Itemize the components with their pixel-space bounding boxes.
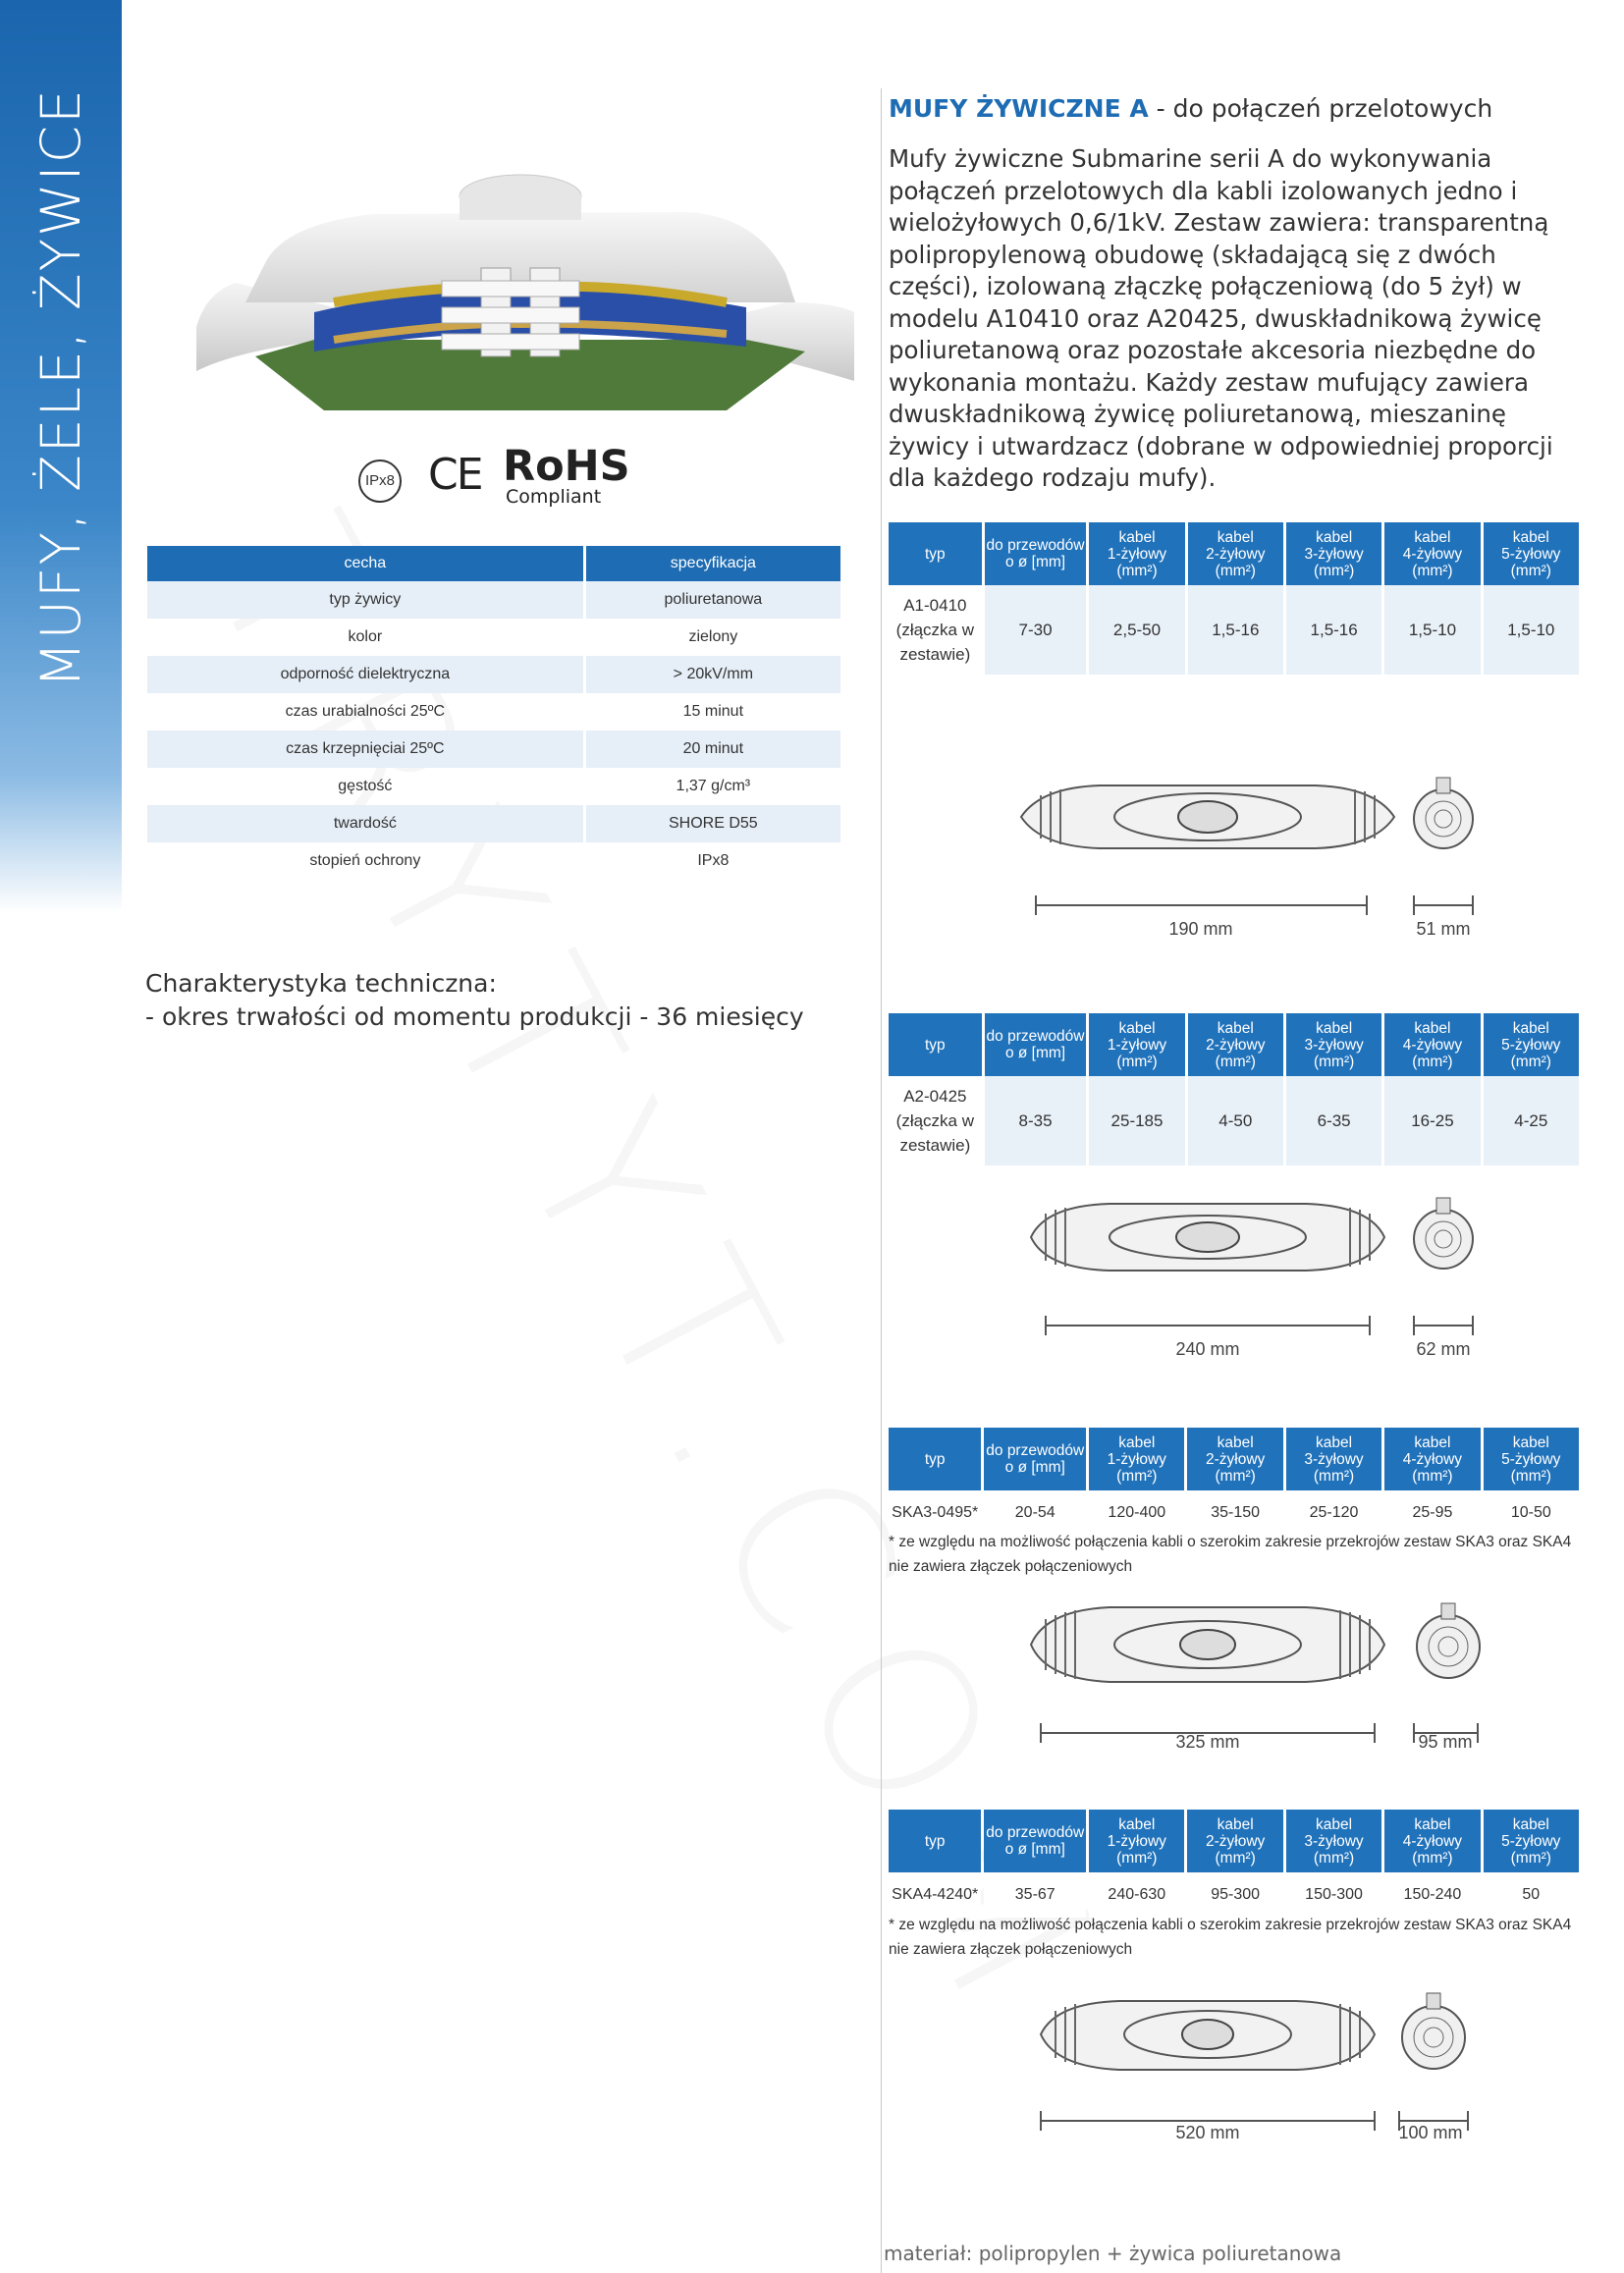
header-kabel-2: kabel 2-żyłowy (mm²)	[1187, 1428, 1282, 1490]
header-kabel-1: kabel 1-żyłowy (mm²)	[1089, 1810, 1184, 1872]
table-row	[147, 731, 840, 768]
header-diameter: do przewodów o ø [mm]	[984, 1428, 1086, 1490]
spec-value: SHORE D55	[584, 805, 840, 842]
cell-diameter: 8-35	[985, 1076, 1087, 1165]
spec-value: 1,37 g/cm³	[676, 778, 751, 794]
spec-feature: stopień ochrony	[147, 842, 584, 880]
dimension-length: 520 mm	[1175, 2123, 1240, 2142]
sidebar-band	[0, 0, 122, 913]
header-kabel-5: kabel 5-żyłowy (mm²)	[1484, 522, 1579, 585]
drawing-a2	[1001, 1178, 1492, 1365]
product-table-a2	[886, 1013, 1582, 1165]
characteristics	[145, 967, 804, 1034]
cell-kabel-4: 1,5-10	[1384, 585, 1480, 675]
cell-kabel-3: 1,5-16	[1286, 585, 1381, 675]
table-row	[147, 619, 840, 656]
rohs-compliant: Compliant	[506, 486, 602, 508]
spec-value: > 20kV/mm	[584, 656, 840, 693]
header-kabel-2: kabel 2-żyłowy (mm²)	[1188, 1013, 1283, 1076]
dimension-width: 62 mm	[1416, 1339, 1471, 1359]
spec-value: 20 minut	[584, 731, 840, 768]
footnote-line: nie zawiera złączek połączeniowych	[889, 1558, 1133, 1575]
footnote-line: nie zawiera złączek połączeniowych	[889, 1941, 1133, 1958]
table-row	[147, 842, 840, 880]
cell-kabel-4: 16-25	[1384, 1076, 1480, 1165]
cell-kabel-3: 25-120	[1286, 1490, 1381, 1536]
header-kabel-3: kabel 3-żyłowy (mm²)	[1286, 1810, 1381, 1872]
table-row	[147, 768, 840, 805]
header-kabel-4: kabel 4-żyłowy (mm²)	[1384, 522, 1480, 585]
cell-diameter: 20-54	[984, 1490, 1086, 1536]
spec-value: poliuretanowa	[584, 581, 840, 619]
spec-feature: czas urabialności 25ºC	[147, 693, 584, 731]
description: Mufy żywiczne Submarine serii A do wykonywania połączeń przelotowych dla kabli izolowanych jedno i wielożyłowych 0,6/1kV. Zestaw zawiera: transparentną polipropylenową obudowę (składającą się z dwóch części), izolowaną złączkę połączeniową (do 5 żył) w modelu A10410 oraz A20425, dwuskładnikową żywicę poliuretanową oraz pozostałe akcesoria niezbędne do wykonania montażu. Każdy zestaw mufujący zawiera dwuskładnikową żywicę poliuretanową, mieszaninę żywicy i utwardzacz (dobrane w odpowiedniej proporcji dla każdego rodzaju mufy).	[889, 144, 1553, 492]
cell-kabel-2: 35-150	[1187, 1490, 1282, 1536]
header-typ: typ	[889, 1428, 981, 1490]
cell-diameter: 7-30	[985, 585, 1087, 675]
header-kabel-5: kabel 5-żyłowy (mm²)	[1484, 1810, 1579, 1872]
header-kabel-1: kabel 1-żyłowy (mm²)	[1089, 1428, 1184, 1490]
section-heading-bold: MUFY ŻYWICZNE A	[889, 94, 1149, 123]
cell-typ: A1-0410 (złączka w zestawie)	[889, 585, 982, 675]
cell-kabel-1: 240-630	[1089, 1872, 1184, 1918]
ipx8-badge: IPx8	[358, 460, 402, 503]
spec-feature: odporność dielektryczna	[147, 656, 584, 693]
dimension-width: 100 mm	[1398, 2123, 1463, 2142]
characteristics-title: Charakterystyka techniczna:	[145, 969, 497, 998]
header-kabel-4: kabel 4-żyłowy (mm²)	[1384, 1810, 1480, 1872]
cell-typ: SKA3-0495*	[889, 1490, 981, 1536]
sidebar-title: MUFY, ŻELE, ŻYWICE	[29, 87, 92, 688]
characteristics-line: - okres trwałości od momentu produkcji - 36 miesięcy	[145, 1002, 804, 1031]
cell-typ: A2-0425 (złączka w zestawie)	[889, 1076, 982, 1165]
ce-mark: CE	[428, 450, 482, 500]
header-kabel-5: kabel 5-żyłowy (mm²)	[1484, 1013, 1579, 1076]
table-row	[147, 693, 840, 731]
dimension-width: 95 mm	[1418, 1732, 1473, 1752]
footnote-line: * ze względu na możliwość połączenia kabli o szerokim zakresie przekrojów zestaw SKA3 oraz SKA4	[889, 1917, 1572, 1933]
header-kabel-5: kabel 5-żyłowy (mm²)	[1484, 1428, 1579, 1490]
cell-kabel-1: 2,5-50	[1089, 585, 1184, 675]
header-kabel-2: kabel 2-żyłowy (mm²)	[1187, 1810, 1282, 1872]
cell-kabel-1: 25-185	[1089, 1076, 1184, 1165]
cell-kabel-5: 50	[1484, 1872, 1579, 1918]
cell-kabel-2: 95-300	[1187, 1872, 1282, 1918]
cell-typ: SKA4-4240*	[889, 1872, 981, 1918]
cell-kabel-4: 25-95	[1384, 1490, 1480, 1536]
header-typ: typ	[889, 522, 982, 585]
drawing-a1	[1001, 748, 1492, 945]
spec-feature: twardość	[147, 805, 584, 842]
header-typ: typ	[889, 1013, 982, 1076]
cell-kabel-5: 10-50	[1484, 1490, 1579, 1536]
product-table-ska4	[886, 1810, 1582, 1918]
header-typ: typ	[889, 1810, 981, 1872]
spec-value: IPx8	[697, 852, 730, 869]
rohs-logo: RoHS	[503, 442, 630, 491]
cell-diameter: 35-67	[984, 1872, 1086, 1918]
material-note: materiał: polipropylen + żywica poliuretanowa	[884, 2242, 1342, 2265]
table-row	[889, 585, 1579, 675]
spec-feature: kolor	[147, 619, 584, 656]
column-divider	[881, 88, 882, 2273]
header-kabel-1: kabel 1-żyłowy (mm²)	[1089, 1013, 1184, 1076]
spec-value: zielony	[688, 628, 738, 645]
spec-header-value: specyfikacja	[584, 546, 840, 581]
cell-kabel-1: 120-400	[1089, 1490, 1184, 1536]
header-kabel-4: kabel 4-żyłowy (mm²)	[1384, 1013, 1480, 1076]
spec-header-feature: cecha	[147, 546, 584, 581]
cell-kabel-4: 150-240	[1384, 1872, 1480, 1918]
table-row	[147, 656, 840, 693]
spec-table	[147, 546, 840, 880]
cell-kabel-5: 1,5-10	[1484, 585, 1579, 675]
cell-kabel-2: 4-50	[1188, 1076, 1283, 1165]
cell-kabel-3: 150-300	[1286, 1872, 1381, 1918]
product-table-a1	[886, 522, 1582, 675]
header-kabel-2: kabel 2-żyłowy (mm²)	[1188, 522, 1283, 585]
header-diameter: do przewodów o ø [mm]	[985, 1013, 1087, 1076]
footnote-ska4	[889, 1913, 1615, 1962]
dimension-length: 325 mm	[1175, 1732, 1240, 1752]
header-kabel-3: kabel 3-żyłowy (mm²)	[1286, 522, 1381, 585]
cell-kabel-3: 6-35	[1286, 1076, 1381, 1165]
section-heading	[889, 94, 1492, 123]
section-heading-rest: - do połączeń przelotowych	[1148, 94, 1493, 123]
table-row	[889, 1872, 1579, 1918]
header-kabel-3: kabel 3-żyłowy (mm²)	[1286, 1428, 1381, 1490]
product-table-ska3	[886, 1428, 1582, 1536]
drawing-ska4	[1001, 1974, 1492, 2150]
header-kabel-3: kabel 3-żyłowy (mm²)	[1286, 1013, 1381, 1076]
table-row	[147, 581, 840, 619]
cell-kabel-2: 1,5-16	[1188, 585, 1283, 675]
footnote-ska3	[889, 1530, 1615, 1579]
header-diameter: do przewodów o ø [mm]	[985, 522, 1087, 585]
spec-feature: typ żywicy	[147, 581, 584, 619]
header-kabel-4: kabel 4-żyłowy (mm²)	[1384, 1428, 1480, 1490]
dimension-length: 190 mm	[1168, 919, 1233, 939]
dimension-width: 51 mm	[1416, 919, 1471, 939]
cell-kabel-5: 4-25	[1484, 1076, 1579, 1165]
spec-feature: gęstość	[147, 768, 584, 805]
drawing-ska3	[1001, 1586, 1492, 1762]
dimension-length: 240 mm	[1175, 1339, 1240, 1359]
table-row	[889, 1076, 1579, 1165]
spec-value: 15 minut	[682, 703, 744, 720]
header-diameter: do przewodów o ø [mm]	[984, 1810, 1086, 1872]
product-photo	[196, 165, 854, 410]
table-row	[147, 805, 840, 842]
spec-feature: czas krzepnięciai 25ºC	[147, 731, 584, 768]
header-kabel-1: kabel 1-żyłowy (mm²)	[1089, 522, 1184, 585]
footnote-line: * ze względu na możliwość połączenia kabli o szerokim zakresie przekrojów zestaw SKA3 oraz SKA4	[889, 1534, 1572, 1550]
